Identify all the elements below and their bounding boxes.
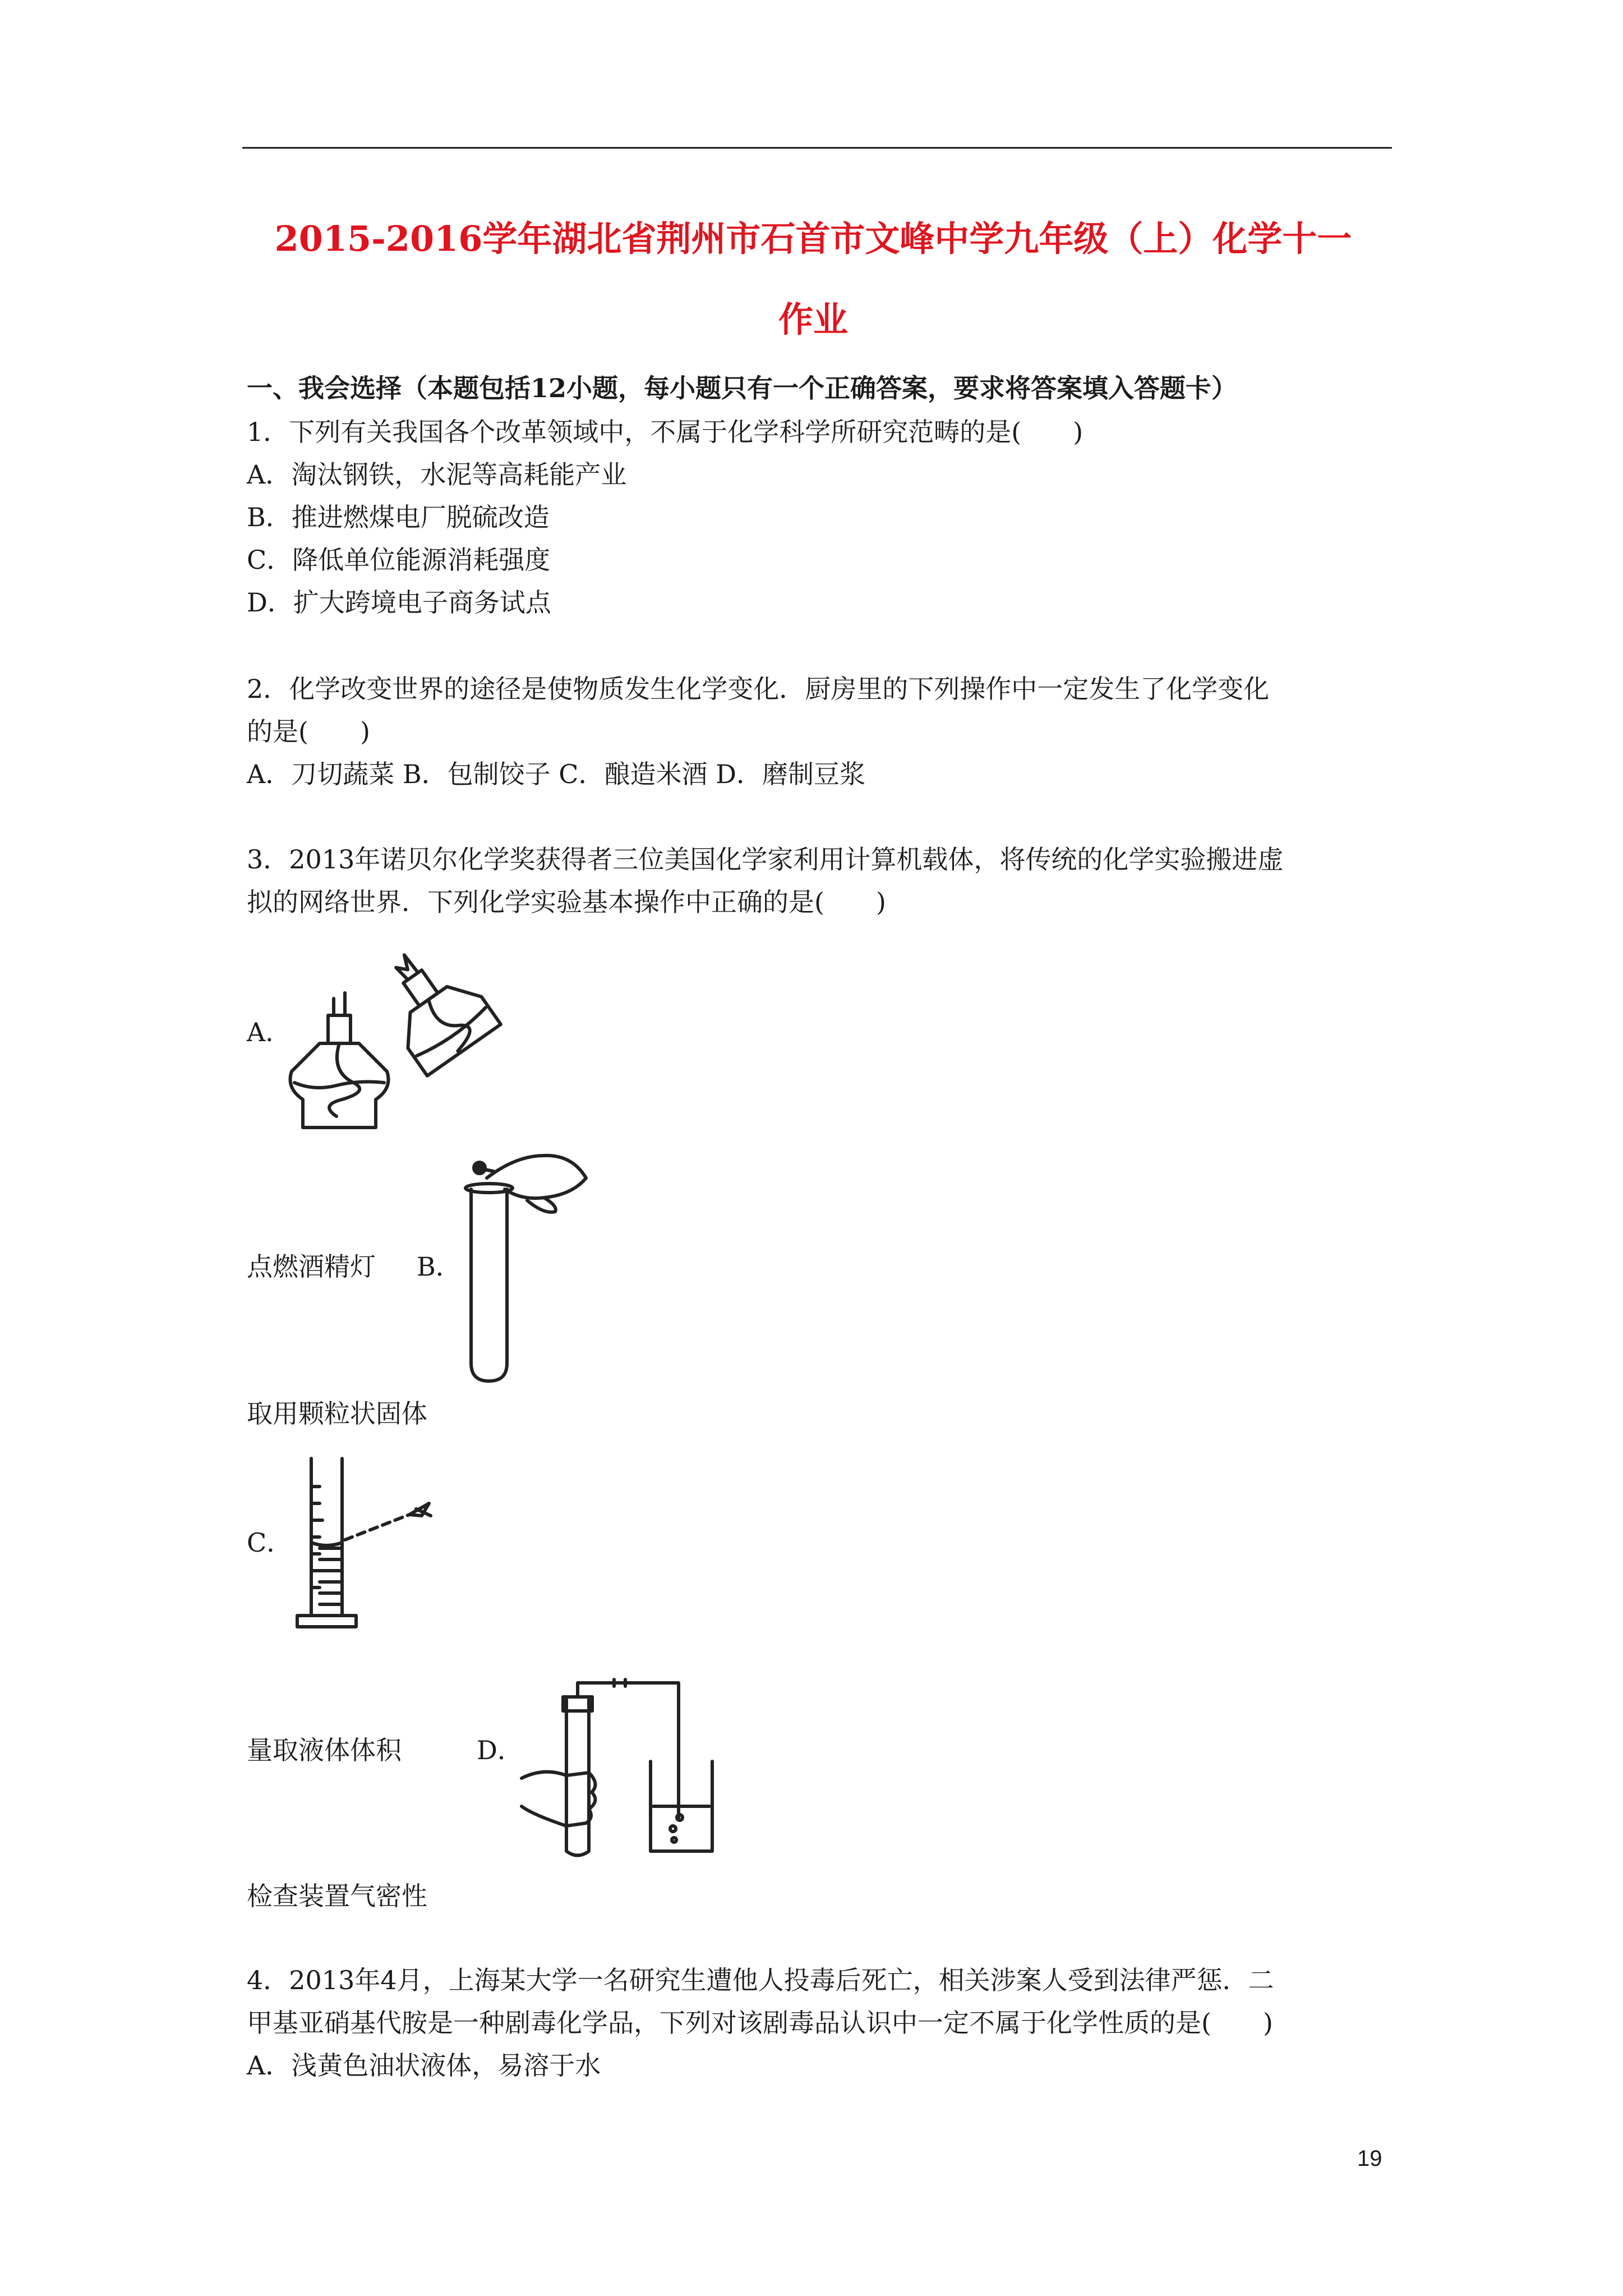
question-3-stem-line1: 3．2013年诺贝尔化学奖获得者三位美国化学家利用计算机载体，将传统的化学实验搬进虚 [247,844,1284,875]
question-3-option-a-label: A． [247,1017,292,1047]
question-2-stem-line1: 2．化学改变世界的途径是使物质发生化学变化．厨房里的下列操作中一定发生了化学变化 [247,674,1270,704]
question-2-stem-line2: 的是( ) [247,716,370,747]
document-title-line1: 2015-2016学年湖北省荆州市石首市文峰中学九年级（上）化学十一 [274,218,1352,259]
header-rule [242,147,1392,149]
airtightness-apparatus-figure [522,1677,735,1857]
question-1-option-c: C．降低单位能源消耗强度 [247,545,551,575]
question-4-option-a: A．浅黄色油状液体，易溶于水 [247,2050,601,2081]
section-heading: 一、我会选择（本题包括12小题，每小题只有一个正确答案，要求将答案填入答题卡） [247,373,1238,403]
alcohol-lamp-lighting-figure [280,931,510,1133]
question-1-option-d: D．扩大跨境电子商务试点 [247,587,551,618]
question-3-option-c-label: C． [247,1527,293,1558]
question-1-stem: 1．下列有关我国各个改革领域中，不属于化学科学所研究范畴的是( ) [247,417,1083,447]
question-3-option-c-caption: 量取液体体积 [247,1735,402,1765]
question-4-stem-line1: 4．2013年4月，上海某大学一名研究生遭他人投毒后死亡，相关涉案人受到法律严惩．二 [247,1965,1274,1995]
question-3-option-b-label: B． [417,1251,462,1282]
page-number: 19 [1357,2146,1382,2171]
question-3-stem-line2: 拟的网络世界．下列化学实验基本操作中正确的是( ) [247,887,886,917]
question-2-options: A．刀切蔬菜 B．包制饺子 C．酿造米酒 D．磨制豆浆 [247,759,865,789]
question-3-option-b-caption: 取用颗粒状固体 [247,1398,427,1429]
question-3-option-d-caption: 检查装置气密性 [247,1881,427,1911]
graduated-cylinder-reading-figure [292,1453,449,1632]
question-1-option-b: B．推进燃煤电厂脱硫改造 [247,502,550,532]
test-tube-solid-figure [460,1144,594,1386]
question-3-option-a-caption: 点燃酒精灯 [247,1251,376,1282]
question-4-stem-line2: 甲基亚硝基代胺是一种剧毒化学品，下列对该剧毒品认识中一定不属于化学性质的是( ) [247,2008,1273,2038]
document-title-line2: 作业 [778,299,848,340]
question-1-option-a: A．淘汰钢铁，水泥等高耗能产业 [247,459,627,490]
question-3-option-d-label: D． [477,1735,523,1765]
